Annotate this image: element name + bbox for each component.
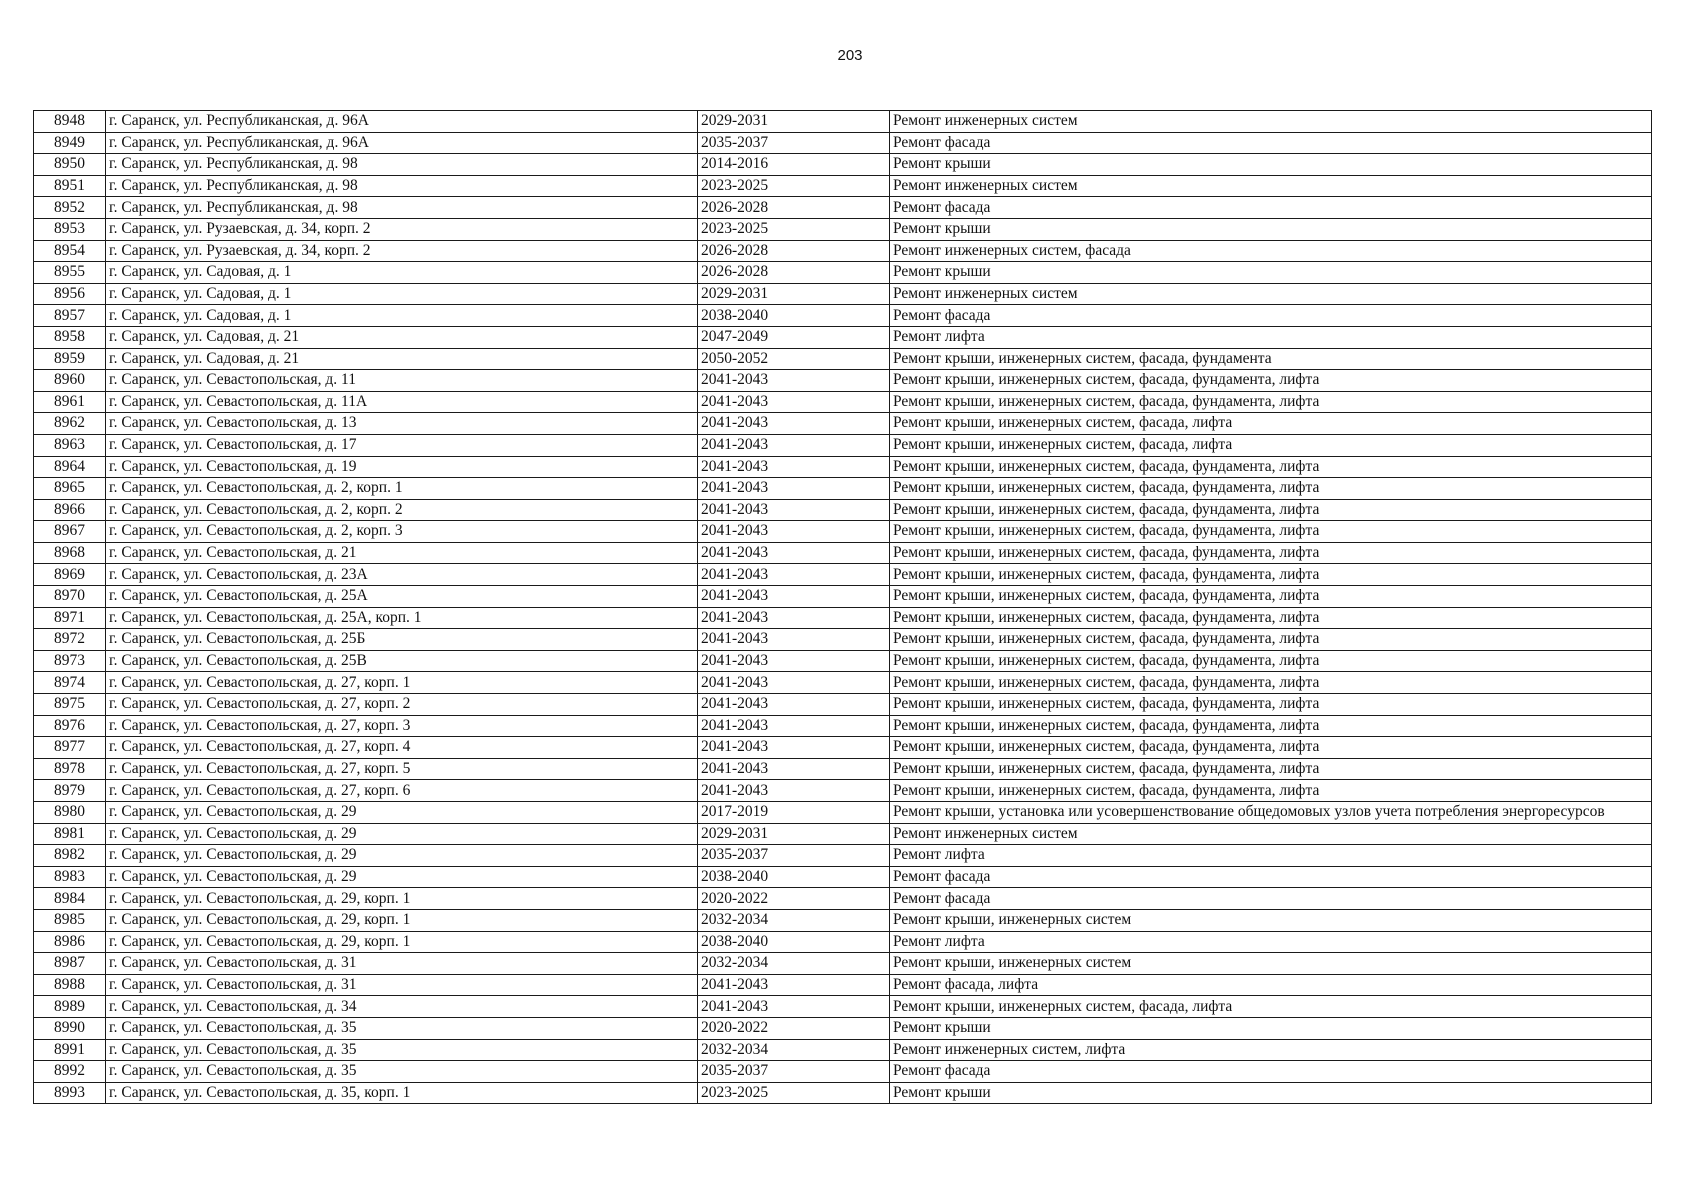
table-row xyxy=(34,629,1652,651)
row-number-cell: 8987 xyxy=(34,953,106,975)
address-cell: г. Саранск, ул. Севастопольская, д. 29 xyxy=(106,845,698,867)
table-row xyxy=(34,542,1652,564)
row-number-cell: 8949 xyxy=(34,132,106,154)
work-type-cell: Ремонт крыши, инженерных систем, фасада, фундамента, лифта xyxy=(890,391,1652,413)
address-cell: г. Саранск, ул. Садовая, д. 1 xyxy=(106,283,698,305)
table-row xyxy=(34,845,1652,867)
address-cell: г. Саранск, ул. Рузаевская, д. 34, корп. 2 xyxy=(106,240,698,262)
work-type-cell: Ремонт крыши, инженерных систем xyxy=(890,953,1652,975)
period-cell: 2041-2043 xyxy=(698,974,890,996)
address-cell: г. Саранск, ул. Севастопольская, д. 25В xyxy=(106,650,698,672)
period-cell: 2041-2043 xyxy=(698,434,890,456)
work-type-cell: Ремонт крыши xyxy=(890,1082,1652,1104)
row-number-cell: 8966 xyxy=(34,499,106,521)
address-cell: г. Саранск, ул. Республиканская, д. 98 xyxy=(106,197,698,219)
table-row xyxy=(34,478,1652,500)
address-cell: г. Саранск, ул. Севастопольская, д. 31 xyxy=(106,974,698,996)
table-row xyxy=(34,888,1652,910)
row-number-cell: 8968 xyxy=(34,542,106,564)
row-number-cell: 8976 xyxy=(34,715,106,737)
table-row xyxy=(34,1082,1652,1104)
work-type-cell: Ремонт крыши, инженерных систем, фасада, фундамента, лифта xyxy=(890,564,1652,586)
table-row xyxy=(34,434,1652,456)
row-number-cell: 8959 xyxy=(34,348,106,370)
address-cell: г. Саранск, ул. Севастопольская, д. 27, корп. 2 xyxy=(106,694,698,716)
address-cell: г. Саранск, ул. Севастопольская, д. 27, корп. 1 xyxy=(106,672,698,694)
table-row xyxy=(34,348,1652,370)
address-cell: г. Саранск, ул. Севастопольская, д. 35 xyxy=(106,1061,698,1083)
period-cell: 2029-2031 xyxy=(698,111,890,133)
row-number-cell: 8983 xyxy=(34,866,106,888)
table-row xyxy=(34,672,1652,694)
row-number-cell: 8989 xyxy=(34,996,106,1018)
period-cell: 2041-2043 xyxy=(698,499,890,521)
period-cell: 2041-2043 xyxy=(698,780,890,802)
period-cell: 2041-2043 xyxy=(698,672,890,694)
period-cell: 2032-2034 xyxy=(698,1039,890,1061)
period-cell: 2041-2043 xyxy=(698,564,890,586)
period-cell: 2041-2043 xyxy=(698,715,890,737)
period-cell: 2032-2034 xyxy=(698,909,890,931)
address-cell: г. Саранск, ул. Садовая, д. 21 xyxy=(106,348,698,370)
period-cell: 2035-2037 xyxy=(698,1061,890,1083)
work-type-cell: Ремонт инженерных систем, лифта xyxy=(890,1039,1652,1061)
table-row xyxy=(34,780,1652,802)
work-type-cell: Ремонт инженерных систем xyxy=(890,175,1652,197)
work-type-cell: Ремонт крыши, инженерных систем, фасада, фундамента, лифта xyxy=(890,586,1652,608)
table-row xyxy=(34,694,1652,716)
work-type-cell: Ремонт крыши, инженерных систем, фасада, фундамента, лифта xyxy=(890,737,1652,759)
address-cell: г. Саранск, ул. Севастопольская, д. 25А, корп. 1 xyxy=(106,607,698,629)
address-cell: г. Саранск, ул. Севастопольская, д. 21 xyxy=(106,542,698,564)
table-row xyxy=(34,391,1652,413)
table-row xyxy=(34,1017,1652,1039)
work-type-cell: Ремонт инженерных систем xyxy=(890,111,1652,133)
work-type-cell: Ремонт крыши, установка или усовершенствование общедомовых узлов учета потребления энергоресурсов xyxy=(890,802,1652,824)
work-type-cell: Ремонт крыши, инженерных систем, фасада, фундамента, лифта xyxy=(890,607,1652,629)
work-type-cell: Ремонт фасада xyxy=(890,1061,1652,1083)
work-type-cell: Ремонт крыши, инженерных систем, фасада, фундамента, лифта xyxy=(890,542,1652,564)
address-cell: г. Саранск, ул. Республиканская, д. 98 xyxy=(106,154,698,176)
period-cell: 2041-2043 xyxy=(698,521,890,543)
work-type-cell: Ремонт крыши, инженерных систем, фасада, фундамента xyxy=(890,348,1652,370)
period-cell: 2041-2043 xyxy=(698,478,890,500)
period-cell: 2041-2043 xyxy=(698,413,890,435)
row-number-cell: 8979 xyxy=(34,780,106,802)
row-number-cell: 8972 xyxy=(34,629,106,651)
period-cell: 2041-2043 xyxy=(698,694,890,716)
address-cell: г. Саранск, ул. Севастопольская, д. 29, корп. 1 xyxy=(106,888,698,910)
table-row xyxy=(34,197,1652,219)
work-type-cell: Ремонт крыши, инженерных систем, фасада, фундамента, лифта xyxy=(890,650,1652,672)
page-number: 203 xyxy=(837,47,863,64)
address-cell: г. Саранск, ул. Садовая, д. 1 xyxy=(106,262,698,284)
row-number-cell: 8974 xyxy=(34,672,106,694)
table-row xyxy=(34,758,1652,780)
period-cell: 2041-2043 xyxy=(698,607,890,629)
row-number-cell: 8977 xyxy=(34,737,106,759)
address-cell: г. Саранск, ул. Севастопольская, д. 25Б xyxy=(106,629,698,651)
work-type-cell: Ремонт фасада xyxy=(890,132,1652,154)
period-cell: 2026-2028 xyxy=(698,240,890,262)
address-cell: г. Саранск, ул. Севастопольская, д. 2, корп. 1 xyxy=(106,478,698,500)
row-number-cell: 8963 xyxy=(34,434,106,456)
table-row xyxy=(34,456,1652,478)
address-cell: г. Саранск, ул. Севастопольская, д. 29 xyxy=(106,802,698,824)
row-number-cell: 8975 xyxy=(34,694,106,716)
row-number-cell: 8953 xyxy=(34,218,106,240)
work-type-cell: Ремонт лифта xyxy=(890,326,1652,348)
table-row xyxy=(34,326,1652,348)
row-number-cell: 8951 xyxy=(34,175,106,197)
period-cell: 2014-2016 xyxy=(698,154,890,176)
table-row xyxy=(34,953,1652,975)
table-row xyxy=(34,499,1652,521)
row-number-cell: 8986 xyxy=(34,931,106,953)
address-cell: г. Саранск, ул. Севастопольская, д. 17 xyxy=(106,434,698,456)
work-type-cell: Ремонт лифта xyxy=(890,931,1652,953)
address-cell: г. Саранск, ул. Республиканская, д. 98 xyxy=(106,175,698,197)
table-row xyxy=(34,283,1652,305)
work-type-cell: Ремонт крыши, инженерных систем, фасада, фундамента, лифта xyxy=(890,499,1652,521)
address-cell: г. Саранск, ул. Рузаевская, д. 34, корп. 2 xyxy=(106,218,698,240)
period-cell: 2041-2043 xyxy=(698,629,890,651)
address-cell: г. Саранск, ул. Севастопольская, д. 11 xyxy=(106,370,698,392)
period-cell: 2041-2043 xyxy=(698,650,890,672)
work-type-cell: Ремонт инженерных систем, фасада xyxy=(890,240,1652,262)
address-cell: г. Саранск, ул. Севастопольская, д. 19 xyxy=(106,456,698,478)
work-type-cell: Ремонт лифта xyxy=(890,845,1652,867)
table-row xyxy=(34,974,1652,996)
row-number-cell: 8955 xyxy=(34,262,106,284)
work-type-cell: Ремонт крыши, инженерных систем, фасада, фундамента, лифта xyxy=(890,521,1652,543)
work-type-cell: Ремонт крыши, инженерных систем, фасада, фундамента, лифта xyxy=(890,780,1652,802)
row-number-cell: 8965 xyxy=(34,478,106,500)
table-row xyxy=(34,996,1652,1018)
work-type-cell: Ремонт крыши, инженерных систем, фасада, фундамента, лифта xyxy=(890,758,1652,780)
table-row xyxy=(34,305,1652,327)
address-cell: г. Саранск, ул. Севастопольская, д. 29, корп. 1 xyxy=(106,909,698,931)
address-cell: г. Саранск, ул. Севастопольская, д. 2, корп. 3 xyxy=(106,521,698,543)
address-cell: г. Саранск, ул. Республиканская, д. 96А xyxy=(106,132,698,154)
table-row xyxy=(34,737,1652,759)
address-cell: г. Саранск, ул. Севастопольская, д. 11А xyxy=(106,391,698,413)
row-number-cell: 8982 xyxy=(34,845,106,867)
row-number-cell: 8984 xyxy=(34,888,106,910)
address-cell: г. Саранск, ул. Севастопольская, д. 31 xyxy=(106,953,698,975)
period-cell: 2026-2028 xyxy=(698,197,890,219)
period-cell: 2041-2043 xyxy=(698,996,890,1018)
table-row xyxy=(34,240,1652,262)
work-type-cell: Ремонт крыши, инженерных систем, фасада, лифта xyxy=(890,434,1652,456)
address-cell: г. Саранск, ул. Республиканская, д. 96А xyxy=(106,111,698,133)
work-type-cell: Ремонт фасада xyxy=(890,866,1652,888)
period-cell: 2029-2031 xyxy=(698,283,890,305)
table-row xyxy=(34,564,1652,586)
table-row xyxy=(34,802,1652,824)
work-type-cell: Ремонт крыши xyxy=(890,218,1652,240)
address-cell: г. Саранск, ул. Севастопольская, д. 29 xyxy=(106,823,698,845)
work-type-cell: Ремонт инженерных систем xyxy=(890,283,1652,305)
table-row xyxy=(34,111,1652,133)
address-cell: г. Саранск, ул. Севастопольская, д. 35 xyxy=(106,1039,698,1061)
period-cell: 2026-2028 xyxy=(698,262,890,284)
period-cell: 2047-2049 xyxy=(698,326,890,348)
row-number-cell: 8970 xyxy=(34,586,106,608)
table-row xyxy=(34,262,1652,284)
table-row xyxy=(34,866,1652,888)
period-cell: 2017-2019 xyxy=(698,802,890,824)
period-cell: 2023-2025 xyxy=(698,175,890,197)
row-number-cell: 8952 xyxy=(34,197,106,219)
period-cell: 2020-2022 xyxy=(698,1017,890,1039)
row-number-cell: 8985 xyxy=(34,909,106,931)
work-type-cell: Ремонт фасада, лифта xyxy=(890,974,1652,996)
address-cell: г. Саранск, ул. Севастопольская, д. 27, корп. 3 xyxy=(106,715,698,737)
row-number-cell: 8967 xyxy=(34,521,106,543)
period-cell: 2041-2043 xyxy=(698,370,890,392)
row-number-cell: 8980 xyxy=(34,802,106,824)
table-row xyxy=(34,521,1652,543)
address-cell: г. Саранск, ул. Садовая, д. 1 xyxy=(106,305,698,327)
row-number-cell: 8991 xyxy=(34,1039,106,1061)
table-row xyxy=(34,154,1652,176)
row-number-cell: 8969 xyxy=(34,564,106,586)
row-number-cell: 8973 xyxy=(34,650,106,672)
row-number-cell: 8956 xyxy=(34,283,106,305)
work-type-cell: Ремонт крыши, инженерных систем, фасада, лифта xyxy=(890,413,1652,435)
address-cell: г. Саранск, ул. Севастопольская, д. 13 xyxy=(106,413,698,435)
address-cell: г. Саранск, ул. Севастопольская, д. 34 xyxy=(106,996,698,1018)
row-number-cell: 8957 xyxy=(34,305,106,327)
address-cell: г. Саранск, ул. Севастопольская, д. 27, корп. 5 xyxy=(106,758,698,780)
row-number-cell: 8960 xyxy=(34,370,106,392)
work-type-cell: Ремонт инженерных систем xyxy=(890,823,1652,845)
work-type-cell: Ремонт крыши xyxy=(890,1017,1652,1039)
row-number-cell: 8981 xyxy=(34,823,106,845)
address-cell: г. Саранск, ул. Севастопольская, д. 29, корп. 1 xyxy=(106,931,698,953)
period-cell: 2038-2040 xyxy=(698,305,890,327)
table-row xyxy=(34,218,1652,240)
row-number-cell: 8961 xyxy=(34,391,106,413)
table-row xyxy=(34,132,1652,154)
row-number-cell: 8958 xyxy=(34,326,106,348)
address-cell: г. Саранск, ул. Садовая, д. 21 xyxy=(106,326,698,348)
work-type-cell: Ремонт крыши xyxy=(890,262,1652,284)
work-type-cell: Ремонт крыши, инженерных систем, фасада, лифта xyxy=(890,996,1652,1018)
work-type-cell: Ремонт фасада xyxy=(890,305,1652,327)
table-row xyxy=(34,715,1652,737)
period-cell: 2041-2043 xyxy=(698,586,890,608)
period-cell: 2038-2040 xyxy=(698,931,890,953)
row-number-cell: 8948 xyxy=(34,111,106,133)
period-cell: 2038-2040 xyxy=(698,866,890,888)
table-row xyxy=(34,823,1652,845)
address-cell: г. Саранск, ул. Севастопольская, д. 29 xyxy=(106,866,698,888)
row-number-cell: 8993 xyxy=(34,1082,106,1104)
work-type-cell: Ремонт крыши xyxy=(890,154,1652,176)
period-cell: 2035-2037 xyxy=(698,845,890,867)
address-cell: г. Саранск, ул. Севастопольская, д. 35 xyxy=(106,1017,698,1039)
address-cell: г. Саранск, ул. Севастопольская, д. 35, корп. 1 xyxy=(106,1082,698,1104)
table-row xyxy=(34,1039,1652,1061)
work-type-cell: Ремонт крыши, инженерных систем, фасада, фундамента, лифта xyxy=(890,370,1652,392)
table-body xyxy=(34,111,1652,1104)
period-cell: 2023-2025 xyxy=(698,1082,890,1104)
row-number-cell: 8988 xyxy=(34,974,106,996)
address-cell: г. Саранск, ул. Севастопольская, д. 23А xyxy=(106,564,698,586)
work-type-cell: Ремонт крыши, инженерных систем, фасада, фундамента, лифта xyxy=(890,672,1652,694)
table-row xyxy=(34,370,1652,392)
row-number-cell: 8954 xyxy=(34,240,106,262)
table-row xyxy=(34,650,1652,672)
period-cell: 2020-2022 xyxy=(698,888,890,910)
period-cell: 2041-2043 xyxy=(698,391,890,413)
row-number-cell: 8990 xyxy=(34,1017,106,1039)
period-cell: 2023-2025 xyxy=(698,218,890,240)
row-number-cell: 8978 xyxy=(34,758,106,780)
address-cell: г. Саранск, ул. Севастопольская, д. 27, корп. 4 xyxy=(106,737,698,759)
work-type-cell: Ремонт крыши, инженерных систем, фасада, фундамента, лифта xyxy=(890,629,1652,651)
period-cell: 2041-2043 xyxy=(698,758,890,780)
period-cell: 2041-2043 xyxy=(698,737,890,759)
work-type-cell: Ремонт крыши, инженерных систем, фасада, фундамента, лифта xyxy=(890,456,1652,478)
period-cell: 2041-2043 xyxy=(698,542,890,564)
address-cell: г. Саранск, ул. Севастопольская, д. 25А xyxy=(106,586,698,608)
row-number-cell: 8964 xyxy=(34,456,106,478)
row-number-cell: 8992 xyxy=(34,1061,106,1083)
work-type-cell: Ремонт крыши, инженерных систем xyxy=(890,909,1652,931)
table-row xyxy=(34,175,1652,197)
table-row xyxy=(34,931,1652,953)
row-number-cell: 8962 xyxy=(34,413,106,435)
period-cell: 2035-2037 xyxy=(698,132,890,154)
table-row xyxy=(34,586,1652,608)
work-type-cell: Ремонт крыши, инженерных систем, фасада, фундамента, лифта xyxy=(890,694,1652,716)
period-cell: 2032-2034 xyxy=(698,953,890,975)
table-row xyxy=(34,607,1652,629)
period-cell: 2041-2043 xyxy=(698,456,890,478)
work-type-cell: Ремонт фасада xyxy=(890,888,1652,910)
table-row xyxy=(34,413,1652,435)
work-type-cell: Ремонт фасада xyxy=(890,197,1652,219)
period-cell: 2029-2031 xyxy=(698,823,890,845)
row-number-cell: 8971 xyxy=(34,607,106,629)
table-row xyxy=(34,1061,1652,1083)
repair-schedule-table xyxy=(33,110,1652,1104)
period-cell: 2050-2052 xyxy=(698,348,890,370)
work-type-cell: Ремонт крыши, инженерных систем, фасада, фундамента, лифта xyxy=(890,478,1652,500)
address-cell: г. Саранск, ул. Севастопольская, д. 27, корп. 6 xyxy=(106,780,698,802)
table-row xyxy=(34,909,1652,931)
address-cell: г. Саранск, ул. Севастопольская, д. 2, корп. 2 xyxy=(106,499,698,521)
row-number-cell: 8950 xyxy=(34,154,106,176)
work-type-cell: Ремонт крыши, инженерных систем, фасада, фундамента, лифта xyxy=(890,715,1652,737)
